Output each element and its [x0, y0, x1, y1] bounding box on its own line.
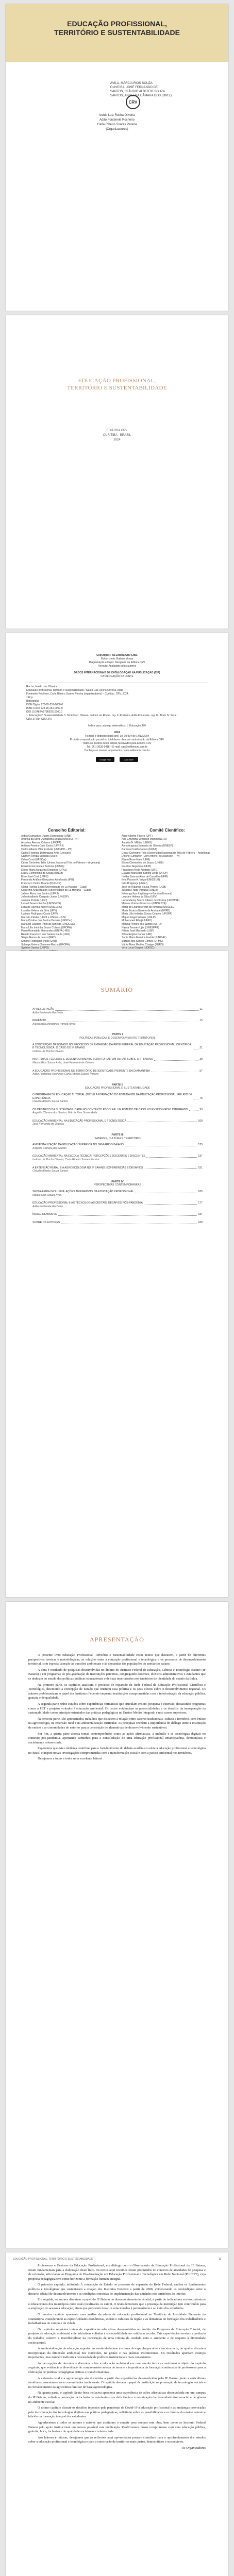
toc-part-heading — [32, 1133, 203, 1140]
toc-entry-title: INSTITUTOS FEDERAIS E DESENVOLVIMENTO TERRITORIAL: UM OLHAR SOBRE O IF BAIANO — [32, 1058, 153, 1061]
toc-entry-author: Adão Fontenele Rocheiro; Carla Ribeiro Soares Pereira — [32, 1073, 99, 1076]
presentation-paragraph: O presente livro Educação Profissional, Território e Sustentabilidade reúne textos que discutem, a partir de diferentes perspectivas teóricas e metodológicas, as relações entre a educação profissional e tecnológica e os processos de desenvolvimento territorial, com especial atenção às questões ambientais e às demandas das populações do semiárido baiano. — [28, 1653, 206, 1666]
toc-entry — [32, 1019, 203, 1026]
toc-leader-dots — [154, 1060, 198, 1061]
council-member: Elione Maria Nogueira Diogenes (UFAL) — [21, 868, 68, 872]
presentation-paragraph: Na primeira parte, os capítulos analisam o processo de expansão da Rede Federal de Educação Profissional, Científica e Tecnológica, discutindo a concepção de Estado que orientou essa política e os seus efeitos sobre o desenvolvimento regional. Os autores problematizam o papel dos Institutos Federais enquanto instituições comprometidas com a interiorização da educação pública, gratuita e de qualidade. — [28, 1683, 206, 1700]
council-member: Guillermo Arias Beatón (Universidade de La Havana – Cuba) — [21, 889, 91, 892]
council-member: Silvia Regina Canan (URI) — [122, 933, 152, 936]
toc-entry-title: ÍNDICE REMISSIVO — [32, 1213, 57, 1216]
toc-part-label: PARTE I — [112, 1033, 123, 1037]
toc-entry-page: 187 — [198, 1213, 203, 1216]
toc-leader-dots — [144, 1204, 197, 1205]
toc-entry — [32, 1166, 203, 1173]
council-member: Lourdes Helena da Silva (UFV) — [21, 909, 57, 912]
rights-line: Proibida a reprodução parcial ou total desta obra sem autorização da Editora CRV — [70, 738, 164, 741]
presentation-page — [6, 1602, 228, 2248]
council-member: Sonia Maria Ferreira Koehler (UNISAL) — [122, 936, 166, 940]
toc-entry-title: A EDUCAÇÃO PROFISSIONAL NO TERRITÓRIO DE IDENTIDADE PIEMONTE DA DIAMANTINA — [32, 1069, 150, 1073]
toc-part-subtitle: EDUCAÇÃO PROFISSIONAL E SUSTENTABILIDADE — [85, 1087, 151, 1090]
toc-entry-title: EDUCAÇÃO AMBIENTAL NA ESCOLA TÉCNICA: PERCEPÇÕES DOCENTES E DISCENTES — [32, 1155, 146, 1158]
toc-part-label: PARTE II — [112, 1083, 123, 1087]
council-member: Lourdes Helena da Silva (UFV) — [122, 895, 158, 899]
council-member: Míguel Ángel Vallejos (UNLP) — [122, 916, 156, 919]
continued-body — [28, 2264, 206, 2452]
running-header — [13, 2258, 221, 2261]
toc-leader-dots — [144, 1168, 197, 1169]
toc-entry-page: 21 — [199, 1046, 203, 1050]
editor-line: Editor-chefe: Railson Moura — [101, 657, 133, 660]
cip-line: ISBN Digital 978-65-251-0000-0 — [26, 703, 63, 706]
toc-entry-title-row — [32, 1143, 203, 1147]
presentation-body — [28, 1653, 206, 1763]
body-paragraph: O último capítulo discute os desafios impostos pela pandemia de Covid-19 à educação profissional e as mudanças provocadas pela incorporação das tecnologias digitais nas práticas pedagógicas, refletindo sobre as possibilidades e os limites do ensino remoto e híbrido na formação integral dos estudantes. — [28, 2406, 206, 2419]
body-paragraph: A extensão rural e a agroecologia são discutidas a partir das experiências desenvolvidas pelo IF Baiano junto a agricultores familiares, assentamentos e comunidades tradicionais. O capítulo destaca o papel da instituição na promoção de tecnologias sociais e no fortalecimento da agricultura familiar de base agroecológica. — [28, 2376, 206, 2389]
website-line: Conheça os nossos lançamentos: www.editoracrv.com.br — [84, 749, 150, 752]
council-member: Kilwangy Kya Kapitango-a-Samba (Unemat) — [122, 892, 173, 895]
toc-entry-author: Adão Fontenele Rocheiro — [32, 1011, 63, 1014]
presentation-title: APRESENTAÇÃO — [90, 1636, 144, 1643]
copyright-page — [6, 633, 228, 950]
council-right-title: Comitê Científico: — [149, 828, 185, 833]
cip-record — [26, 683, 208, 721]
cip-line: CDU 37.014 CDD 370 — [26, 718, 52, 721]
council-member: Aldira Guimarães Duarte Domínguez (UNB) — [21, 834, 72, 838]
toc-entry — [32, 1120, 203, 1126]
cip-line: Bibliografia — [26, 700, 39, 703]
body-paragraph: Professores e Gestores da Educação Profissional, em diálogo com o Observatório da Educação Profissional do IF Baiano, foram fundamentais para a elaboração deste livro. Os textos aqui reunidos foram produzidos no contexto de atividades de pesquisa e de extensão, articuladas ao Programa de Pós-Graduação em Educação Profissional e Tecnológica em Rede Nacional (ProfEPT), cuja proposta pedagógica tem como horizonte a formação humana integral. — [28, 2264, 206, 2281]
cover-organizers — [6, 113, 228, 132]
council-member: Élsio José Corá (UFFS) — [21, 875, 48, 878]
council-right-column — [122, 829, 213, 957]
council-member: Marcelo Paixão (UFRJ e UTexas – US) — [21, 916, 66, 919]
council-member: Lídia de Oliveira Xavier (UNIEURO) — [21, 906, 62, 909]
toc-entry-page: 57 — [199, 1069, 203, 1073]
council-member: João Adalberto Campato Junior (UNESP) — [21, 895, 69, 899]
council-member: Maria de Lourdes Pinto de Almeida (UNOESC) — [122, 906, 175, 909]
toc-entry-title: SEXTA-FEIRA INCLUSIVA: AÇÕES AFIRMATIVAS NA EDUCAÇÃO PROFISSIONAL — [32, 1190, 134, 1193]
toc-entry-author: Cláudio Alberto Souza Santos — [32, 1170, 69, 1173]
toc-entry — [32, 1043, 203, 1054]
council-member: Andréia N. Militão (UEMS) — [122, 841, 152, 844]
half-title-line: TERRITÓRIO E SUSTENTABILIDADE — [67, 385, 167, 391]
toc-entry-title-row — [32, 1155, 203, 1158]
toc-entry-title: A EXTENSÃO RURAL E A AGROECOLOGIA NO IF BAIANO: EXPERIÊNCIAS E DESAFIOS — [32, 1166, 143, 1170]
body-paragraph: O terceiro capítulo apresenta uma análise da oferta de educação profissional no Território de Identidade Piemonte da Diamantina, considerando as especificidades econômicas, sociais e culturais da região e as demandas de formação dos trabalhadores e trabalhadoras do campo e da cidade. — [28, 2312, 206, 2326]
body-paragraph: A ambientalização da educação superior no semiárido baiano é o tema do capítulo que abre a terceira parte, no qual se discute a incorporação da dimensão ambiental nos currículos, na gestão e nas práticas institucionais. Os resultados apontam avanços importantes, mas também indicam a necessidade de políticas institucionais mais consistentes. — [28, 2347, 206, 2360]
council-member: Solange Helena Ximenes-Rocha (UFOPA) — [21, 943, 70, 946]
council-member: Sérgio Nunes de Jesus (IFRO) — [21, 936, 57, 940]
council-member: Luciano Rodrigues Costa (UFV) — [21, 912, 58, 916]
council-member: Fernando Antônio Gonçalves Alcoforado (IPB) — [21, 878, 74, 882]
toc-entry-title: A CONCEPÇÃO DE ESTADO NO PROCESSO DE EXPANSÃO DA REDE FEDERAL DE EDUCAÇÃO PROFISSIONAL, CIENTÍFICA E TECNOLÓGICA: O CASO DO IF BAIANO — [32, 1043, 191, 1050]
rights-line: Todos os direitos desta edição reservados pela Editora CRV — [82, 742, 152, 745]
toc-entry-author: José Fernando de Oliveira — [32, 1123, 64, 1126]
toc-entry-page: 15 — [199, 1019, 203, 1023]
toc-part-heading — [32, 1033, 203, 1040]
council-member: Carlos Alberto Vilar Estêvão (UMINHO – PT) — [21, 848, 73, 851]
toc-entry — [32, 1155, 203, 1161]
council-member: Mônica Pereira dos Santos (UFRJ) — [122, 923, 162, 926]
toc-entry-title: EDUCAÇÃO AMBIENTAL NA EDUCAÇÃO PROFISSIONAL E TECNOLÓGICA — [32, 1119, 127, 1123]
toc-entry-title-row — [32, 1201, 203, 1205]
toc-entry — [32, 1190, 203, 1197]
council-left-list — [21, 835, 112, 957]
cip-heading: DADOS INTERNACIONAIS DE CATALOGAÇÃO NA PUBLICAÇÃO (CIP) — [74, 671, 160, 674]
toc-part-subtitle: PERSPECTIVAS CONTEMPORÂNEAS — [93, 1183, 142, 1187]
council-member: Renato Francisco dos Santos Paula (UFG) — [21, 933, 71, 936]
council-member: Inês Bragança (UERJ) — [122, 882, 148, 885]
council-member: Nilson José Machado (USP) — [122, 929, 154, 933]
toc-entry-page: 151 — [198, 1166, 203, 1170]
toc-entry — [32, 1008, 203, 1014]
cip-line: ISBN Físico 978-65-251-0000-0 — [26, 707, 63, 710]
council-member: Andréia da Silva Quintanilha Sousa (UNIR/UFRN) — [21, 838, 78, 841]
body-paragraph: Agradecemos a todos os autores e autoras que aceitaram o convite para compor esta obra, bem como ao Instituto Federal Baiano pelo apoio institucional que tornou possível esta publicação. Reafirmamos nosso compromisso com uma educação pública, gratuita, laica, inclusiva e de qualidade socialmente referenciada. — [28, 2421, 206, 2434]
council-member: Fauston Negreiros (UFPI) — [122, 865, 152, 868]
cover-editor-line: OLIVEIRA, JOSÉ FERNANDO DE — [110, 86, 158, 89]
presentation-paragraph: Na terceira parte, são apresentados trabalhos que discutem a relação entre saberes tradicionais, cultura e território, com ênfase na agroecologia, na extensão rural e na ambientalização curricular. As pesquisas revelam a importância do diálogo entre a instituição de ensino e as comunidades do entorno para a construção de alternativas de desenvolvimento sustentável. — [28, 1717, 206, 1730]
cip-line: Rocha, Ivaldo Luiz Oliveira — [26, 685, 57, 688]
body-paragraph: O primeiro capítulo, intitulado A concepção de Estado no processo de expansão da Rede Federal, analisa os fundamentos políticos e ideológicos que sustentaram a criação dos Institutos Federais a partir de 2008, evidenciando as contradições entre o discurso oficial de desenvolvimento e as condições concretas de implementação das unidades nos territórios do interior. — [28, 2283, 206, 2296]
council-member: José de Ribamar Sousa Pereira (UCB) — [122, 885, 166, 889]
toc-entry-page: 11 — [199, 1008, 203, 1011]
toc-entry-page: 39 — [199, 1058, 203, 1061]
toc-entry-author: Angelita Câmara dos Santos; Márcia Rios Souza Ávila — [32, 1111, 97, 1115]
cover-title-line-1: EDUCAÇÃO PROFISSIONAL, — [67, 20, 167, 28]
council-member: Carlos Federico Dominguez Avila (Unieuro) — [21, 851, 71, 855]
council-member: Helder Buenos Aires de Carvalho (UFPI) — [122, 875, 169, 878]
copyright-line: Copyright © da Editora CRV Ltda. — [96, 654, 138, 657]
council-member: Ana Chrystina Venancio Mignot (UERJ) — [122, 838, 167, 841]
app-store-badge[interactable]: App Store — [120, 757, 138, 762]
council-member: Celso Conti (UFSCar) — [21, 858, 46, 861]
copyright-block — [26, 654, 208, 766]
cover-title-line-2: TERRITÓRIO E SUSTENTABILIDADE — [54, 28, 180, 37]
cover-editor-line: SANTOS, ANGELITA CÂMARA DOS (ORG.) — [110, 94, 172, 97]
council-member: Gloria Fariñas León (Universidade de La Havana – Cuba) — [21, 885, 87, 889]
half-title-line: EDUCAÇÃO PROFISSIONAL, — [78, 378, 156, 384]
presentation-paragraph: Por fim, a quarta parte aborda temas contemporâneos como as ações afirmativas, a inclusão e as tecnologias digitais no contexto pós-pandemia, apontando caminhos para a consolidação de uma educação profissional emancipatória, democrática e socialmente referenciada. — [28, 1732, 206, 1744]
google-play-badge[interactable]: Google Play — [96, 757, 114, 762]
publisher-name: EDITORA CRV — [106, 429, 128, 432]
body-paragraph: Na quarta parte, o capítulo Sexta-feira inclusiva apresenta uma experiência de ações afirmativas desenvolvida em um campus do IF Baiano, voltada à promoção da inclusão de estudantes com deficiência e à valorização da diversidade étnico-racial e de gênero no ambiente escolar. — [28, 2391, 206, 2404]
council-member: Francisco Ari de Andrade (UFC) — [122, 868, 158, 872]
toc-entry-page: 189 — [198, 1221, 203, 1224]
council-member: Anna Augusta Sampaio de Oliveira (UNESP) — [122, 844, 173, 848]
council-member: Simone Rodrigues Pinto (UNB) — [21, 940, 57, 943]
contact-line: Tel.: (41) 3039-6418 – E-mail: sac@editoracrv.com.br — [86, 745, 148, 749]
body-paragraph: Em seguida, os autores discutem o papel do IF Baiano no desenvolvimento territorial, a partir de indicadores socioeconômicos e educacionais dos municípios onde estão localizados os campi. O texto demonstra que a presença da instituição tem contribuído para a ampliação do acesso à educação, ainda que persistam desafios relacionados à permanência e ao êxito dos estudantes. — [28, 2298, 206, 2311]
toc-entry — [32, 1213, 203, 1216]
toc-leader-dots — [146, 1157, 197, 1158]
toc-entry-title-row — [32, 1093, 203, 1100]
cover-editors — [110, 81, 172, 98]
council-member: Gláucia Maria dos Santos Jorge (UFOP) — [122, 872, 168, 875]
council-left-title: Conselho Editorial: — [47, 828, 86, 833]
council-member: Ilma Passos A. Veiga (UNICEUB) — [122, 878, 160, 882]
council-member: Maria Lília Imbiriba Sousa Colares (UFOPA) — [21, 926, 72, 929]
cover-editor-line: ÁVILA, MÁRCIA RIOS SOUZA — [110, 82, 153, 85]
organizer-role: (Organizadores) — [106, 128, 128, 131]
half-title-publisher — [6, 429, 228, 443]
toc-entry-page: 125 — [198, 1143, 203, 1147]
presentation-paragraph: Desejamos a todas e todos uma excelente leitura! — [38, 1757, 103, 1761]
toc-entry-page: 109 — [198, 1119, 203, 1123]
council-member: Cesar Gerónimo Tello (Univer. Nacional Três de Febrero – Argentina) — [21, 861, 101, 865]
cover-editor-line: SANTOS, CLÁUDIO ALBERTO SOUZA — [110, 90, 165, 93]
toc-entry-title: EDUCAÇÃO PROFISSIONAL E AS TECNOLOGIAS DIGITAIS: DESAFIOS PÓS-PANDEMIA — [32, 1201, 143, 1205]
toc-leader-dots — [189, 1110, 199, 1111]
council-member: Mohammed Elhajji (UFRJ) — [122, 919, 152, 923]
cip-subheading: CATALOGAÇÃO NA FONTE — [101, 675, 133, 678]
publication-year: 2024 — [113, 438, 121, 442]
cip-line: 192 p. — [26, 696, 34, 699]
presentation-paragraph: A segunda parte reúne estudos sobre experiências formativas que articulam ensino, pesquisa e extensão, destacando programas como o PET e projetos voltados à educação ambiental. Os textos evidenciam as potencialidades e os desafios da incorporação da sustentabilidade como princípio orientador das práticas pedagógicas no Ensino Médio Integrado e nos cursos superiores. — [28, 1702, 206, 1715]
council-member: Marcos Vinicius Francisco (UNOESTE) — [122, 902, 166, 906]
presentation-paragraph: Esperamos que esta coletânea contribua para o fortalecimento do debate acadêmico sobre a educação profissional e tecnológica no Brasil e inspire novas investigações comprometidas com a transformação social e com a justiça ambiental nos territórios. — [28, 1747, 206, 1755]
toc-entry-title: OS DESAFIOS DA SUSTENTABILIDADE NO CONTEXTO ESCOLAR: UM ESTUDO DE CASO NO ENSINO MÉDIO INTEGRADO — [32, 1108, 188, 1111]
body-paragraph: Os capítulos seguintes tratam de experiências educativas desenvolvidas no âmbito do Programa de Educação Tutorial, de projetos de educação ambiental e de iniciativas voltadas à sustentabilidade no cotidiano escolar. Tais experiências revelam a potência do trabalho coletivo e interdisciplinar na construção de uma cultura de cuidado com o ambiente e de respeito à diversidade sociocultural. — [28, 2327, 206, 2345]
council-member: Cesar Gerónimo Tello (Universidad Nacional de Três de Febrero – Argentina) — [122, 851, 210, 855]
council-member: Carmen Tereza Velanga (UNIR) — [21, 855, 58, 858]
toc-entry-title-row — [32, 1070, 203, 1073]
council-member: Antônio Pereira Gaio Júnior (UFRRJ) — [21, 844, 64, 848]
council-member: Maria de Lourdes Pinto de Almeida (UNOESC) — [21, 923, 75, 926]
toc-entry-author: Angelita Câmara dos Santos — [32, 1146, 67, 1150]
toc-entry — [32, 1201, 203, 1208]
council-member: Vera Lucia Gaspar (UDESC) — [122, 946, 155, 950]
cip-line: Educação profissional, território e sustentabilidade / Ivaldo Luiz Rocha Oliveira, Adão — [26, 689, 124, 692]
toc-entry-title: O PROGRAMA DE EDUCAÇÃO TUTORIAL (PET) E A FORMAÇÃO DO ESTUDANTE NA EDUCAÇÃO PROFISSIONAL: RELATO DE EXPERIÊNCIA — [32, 1093, 193, 1100]
toc-part-heading — [32, 1180, 203, 1187]
cip-line: DOI 10.24824/978652510000.0 — [26, 710, 63, 714]
council-member: Maria Lília Imbiriba Sousa Colares (UFOPA) — [122, 912, 172, 916]
toc-entry-page: 177 — [198, 1201, 203, 1205]
toc-entry-author: Ivaldo Luiz Rocha Oliveira — [32, 1049, 64, 1053]
toc-entry — [32, 1108, 203, 1115]
toc-entry-title-row — [32, 1058, 203, 1061]
toc-entry-author: Márcia Rios Souza Ávila; José Fernando de Oliveira — [32, 1061, 94, 1064]
council-member: Paulo Romualdo Hernandes (UNIFAL-MG) — [21, 929, 70, 933]
council-member: Jailson Alves dos Santos (UFRJ) — [21, 892, 59, 895]
council-member: Najela Tavares Ujiie (UNESPAR) — [122, 926, 159, 929]
toc-leader-dots — [55, 1010, 198, 1011]
toc-entry-title-row — [32, 1213, 203, 1216]
council-member: Barbara Coelho Neves (UFBA) — [122, 848, 157, 851]
toc-entry — [32, 1070, 203, 1076]
rights-year: 2024 — [114, 731, 120, 734]
toc-entry-title-row — [32, 1120, 203, 1123]
toc-entry-title-row — [32, 1008, 203, 1011]
toc-part-heading — [32, 1083, 203, 1090]
organizer-name: Ivaldo Luiz Rocha Oliveira — [99, 114, 135, 117]
toc-entry — [32, 1093, 203, 1104]
toc-entry-page: 93 — [199, 1108, 203, 1111]
organizer-name: Adão Fontenele Rocheiro — [99, 118, 135, 122]
toc-entry-author: Cláudio Alberto Souza Santos — [32, 1100, 69, 1104]
body-paragraph: Aos leitores e leitoras, desejamos que as reflexões aqui apresentadas possam contribuir para o aprofundamento dos estudos sobre a educação profissional e tecnológica e para a construção de territórios mais justos, democráticos e sustentáveis. — [28, 2435, 206, 2444]
council-right-list — [122, 835, 213, 950]
toc-entry — [32, 1058, 203, 1064]
table-of-contents-page — [6, 951, 228, 1597]
toc-entry-title-row — [32, 1190, 203, 1194]
council-member: Suzana dos Santos Gomes (UFMG) — [122, 940, 163, 943]
council-member: Altair Alberto Fávero (UPF) — [122, 834, 153, 838]
council-member: Elizeu Clementino de Souza (UNEB) — [122, 861, 164, 865]
cover-title — [6, 20, 228, 37]
council-member: Maria Eurácia Barreto de Andrade (UFRB) — [122, 909, 170, 912]
catalog-index-note: Índice para catálogo sistemático: 1. Educação 370 — [88, 724, 146, 727]
toc-part-subtitle: SABERES, CULTURA E TERRITÓRIO — [94, 1137, 141, 1140]
toc-entry — [32, 1221, 203, 1225]
rights-line: Foi feito o depósito legal conf. Lei 10.994 de 14/12/2004 — [85, 735, 149, 738]
toc-entry-title-row — [32, 1221, 203, 1225]
council-member: Lucia Marisy Souza Ribeiro de Oliveira (UNIVASF) — [122, 899, 180, 902]
toc-entry-page: 75 — [199, 1096, 203, 1100]
presentation-paragraph: A obra é resultado de pesquisas desenvolvidas no âmbito do Instituto Federal de Educação, Ciência e Tecnologia Baiano (IF Baiano) e em programas de pós-graduação de instituições parceiras, congregando docentes, técnicos administrativos e estudantes que se dedicam ao estudo das políticas públicas educacionais e de suas repercussões nos territórios de identidade do estado da Bahia. — [28, 1668, 206, 1681]
toc-entry-title-row — [32, 1043, 203, 1050]
toc-list — [32, 1008, 203, 1229]
toc-entry-author: Márcia Rios Souza Ávila — [32, 1193, 62, 1197]
presentation-continued-page — [6, 2252, 228, 2576]
toc-entry-page: 137 — [198, 1155, 203, 1158]
toc-entry-title: APRESENTAÇÃO — [32, 1008, 55, 1011]
council-member: Anselmo Alencar Colares (UFOPA) — [21, 841, 61, 844]
publisher-city: CURITIBA - BRASIL — [103, 434, 131, 437]
toc-entry-title: AMBIENTALIZAÇÃO DA EDUCAÇÃO SUPERIOR NO SEMIÁRIDO BAIANO — [32, 1143, 124, 1147]
council-member: Josania Portela (UFPI) — [21, 899, 47, 902]
half-title — [6, 377, 228, 392]
organizer-name: Carla Ribeiro Soares Pereira — [97, 123, 137, 126]
toc-part-label: PARTE IV — [111, 1180, 124, 1183]
council-member: Sydione Santos (UEPG) — [21, 946, 49, 950]
toc-part-subtitle: POLÍTICAS PÚBLICAS E DESENVOLVIMENTO TERRITORIAL — [79, 1036, 156, 1040]
cip-line: 1. Educação 2. Sustentabilidade 3. Território I. Oliveira, Ivaldo Luiz Rocha. org. II. Rocheiro, Adão Fontenele. org. III. Título IV. Série — [26, 714, 177, 717]
toc-entry-title: PREFÁCIO — [32, 1019, 46, 1023]
editorial-council — [21, 829, 213, 957]
toc-entry-author: Adão Fontenele Rocheiro — [32, 1205, 63, 1208]
body-paragraph: As percepções de docentes e discentes sobre a educação ambiental em uma escola técnica constituem o objeto do capítulo seguinte, que evidencia a diversidade de compreensões acerca do tema e a importância da formação continuada de professores para a efetivação de práticas pedagógicas críticas e transformadoras. — [28, 2361, 206, 2375]
running-header-page: 11 — [218, 2258, 221, 2261]
toc-entry-title-row — [32, 1019, 203, 1023]
council-left-column — [21, 829, 112, 957]
review-line: Revisão: Analisado pelos autores — [98, 665, 136, 668]
council-member: Leonel Severo Rocha (UNISINOS) — [21, 902, 61, 906]
council-member: Eliane Rose Maio (UEM) — [122, 858, 151, 861]
toc-entry — [32, 1143, 203, 1150]
toc-entry-author: Alessandra Mendonça Portela Alves — [32, 1022, 76, 1026]
design-line: Diagramação e Capa: Designers da Editora CRV — [89, 661, 145, 664]
council-member: Eduardo Fernandes Barbosa (UFMG) — [21, 865, 64, 868]
toc-part-label: PARTE III — [111, 1133, 124, 1137]
cover-page — [6, 4, 228, 311]
app-badges — [26, 757, 208, 762]
council-member: Diosnel Centurion (Univ Americ. de Asunción – Py) — [122, 855, 180, 858]
publisher-logo: CRV — [126, 95, 140, 109]
council-member: Jussara Fraga Portugal (UNEB) — [122, 889, 158, 892]
cip-line: Fontenele Rocheiro, Carla Ribeiro Soares Pereira (organizadores) – Curitiba : CRV, 2024. — [26, 692, 129, 696]
running-header-title: EDUCAÇÃO PROFISSIONAL, TERRITÓRIO E SUSTENTABILIDADE — [13, 2258, 93, 2261]
signature: Os Organizadores — [181, 2446, 206, 2450]
toc-entry-title-row — [32, 1166, 203, 1170]
council-member: Maria Cristina dos Santos Bezerra (UFSCar) — [21, 919, 72, 923]
toc-title: SUMÁRIO — [101, 986, 133, 993]
council-member: Vânia Alves Martins Chaigar (FURG) — [122, 943, 164, 946]
toc-leader-dots — [58, 1215, 197, 1216]
council-member: Elizeu Clementino de Souza (UNEB) — [21, 872, 63, 875]
council-member: Francisco Carlos Duarte (PUC-PR) — [21, 882, 61, 885]
toc-entry-page: 165 — [198, 1190, 203, 1193]
toc-entry-author: Ivaldo Luiz Rocha Oliveira; Carla Ribeiro Soares Pereira — [32, 1158, 99, 1162]
toc-entry-title: SOBRE OS AUTORES — [32, 1221, 60, 1224]
half-title-page — [6, 315, 228, 629]
